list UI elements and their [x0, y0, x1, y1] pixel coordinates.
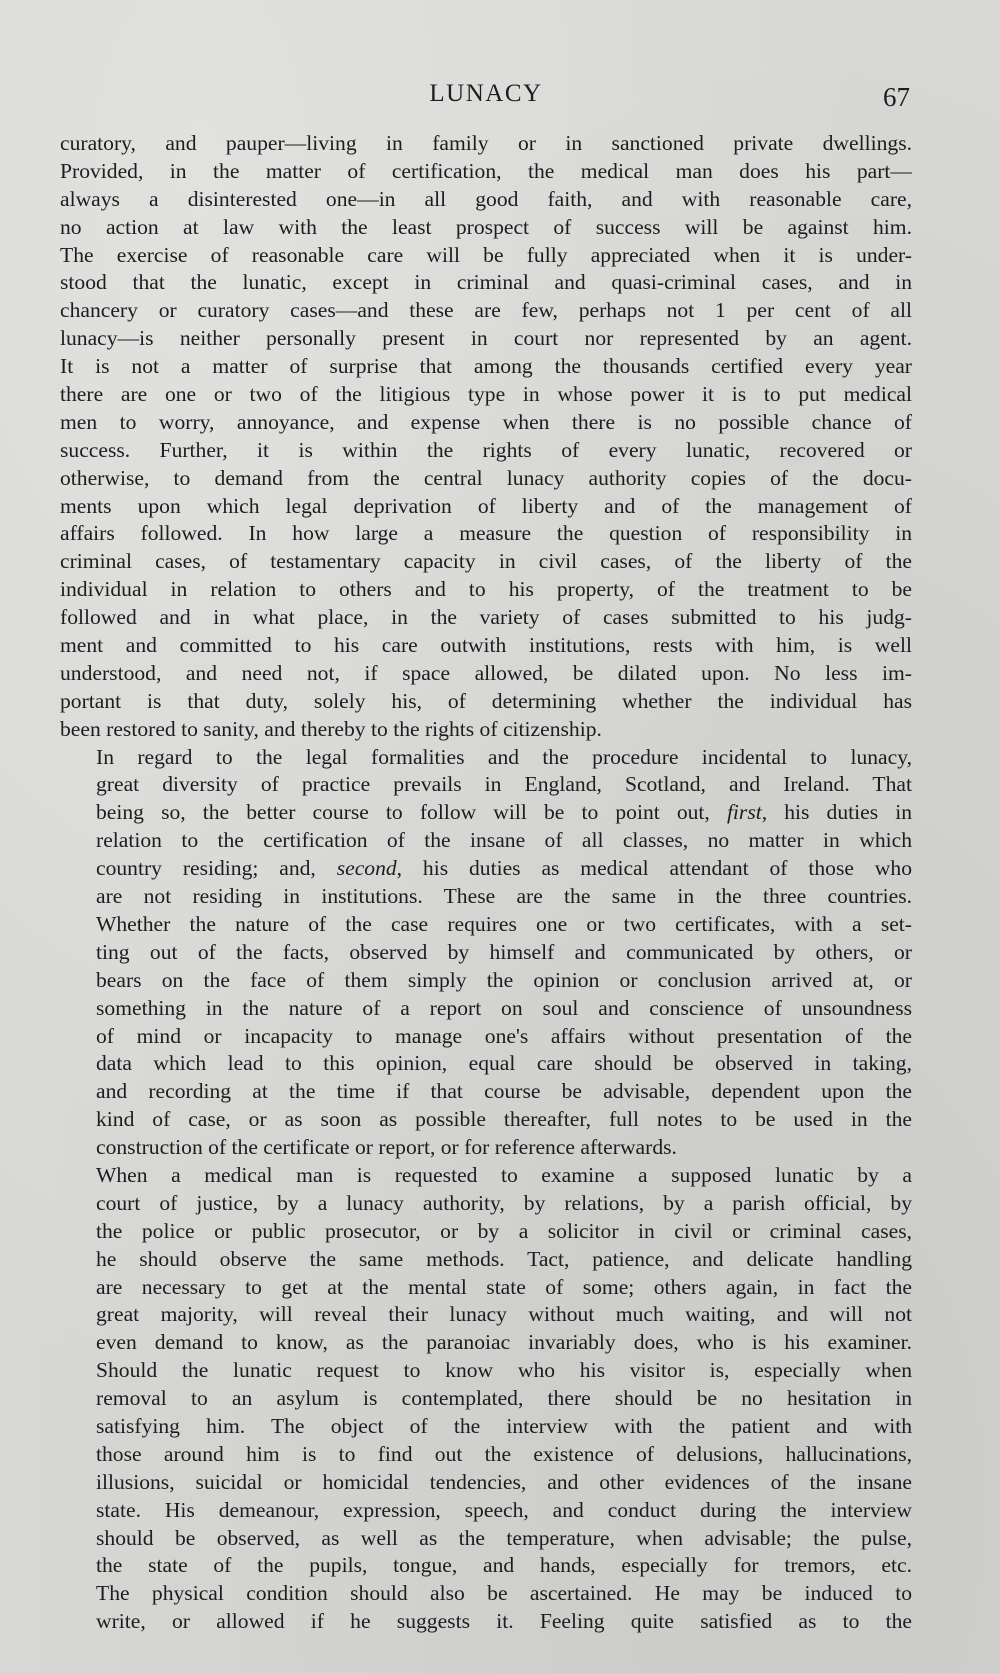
text-line: write, or allowed if he suggests it. Feeling quite satisfied as to the: [96, 1609, 912, 1634]
text-line: The physical condition should also be ascertained. He may be induced to: [96, 1581, 912, 1606]
text-line: The exercise of reasonable care will be fully appreciated when it is under-: [60, 242, 912, 267]
text-line: success. Further, it is within the rights of every lunatic, recovered or: [60, 437, 912, 462]
text-line: When a medical man is requested to examine a supposed lunatic by a: [96, 1162, 912, 1187]
running-title: LUNACY: [429, 80, 543, 107]
text-line: criminal cases, of testamentary capacity in civil cases, of the liberty of the: [60, 549, 912, 574]
text-line: something in the nature of a report on soul and conscience of unsoundness: [96, 995, 912, 1020]
text-line: Provided, in the matter of certification, the medical man does his part—: [60, 158, 912, 183]
text-line: illusions, suicidal or homicidal tendencies, and other evidences of the insane: [96, 1469, 912, 1494]
text-line: great majority, will reveal their lunacy without much waiting, and will not: [96, 1302, 912, 1327]
text-line: followed and in what place, in the variety of cases submitted to his judg-: [60, 605, 912, 630]
text-line: portant is that duty, solely his, of determining whether the individual has: [60, 688, 912, 713]
text-line: affairs followed. In how large a measure the question of responsibility in: [60, 521, 912, 546]
text-line: are necessary to get at the mental state of some; others again, in fact the: [96, 1274, 912, 1299]
text-line: It is not a matter of surprise that among the thousands certified every year: [60, 354, 912, 379]
text-line: satisfying him. The object of the interview with the patient and with: [96, 1413, 912, 1438]
text-line: of mind or incapacity to manage one's affairs without presentation of the: [96, 1023, 912, 1048]
text-line: understood, and need not, if space allowed, be dilated upon. No less im-: [60, 660, 912, 685]
text-line: stood that the lunatic, except in criminal and quasi-criminal cases, and in: [60, 270, 912, 295]
text-line: court of justice, by a lunacy authority, by relations, by a parish official, by: [96, 1190, 912, 1215]
body-text: [60, 130, 912, 1636]
text-line: chancery or curatory cases—and these are few, perhaps not 1 per cent of all: [60, 298, 912, 323]
text-line: should be observed, as well as the temperature, when advisable; the pulse,: [96, 1525, 912, 1550]
text-line: always a disinterested one—in all good faith, and with reasonable care,: [60, 186, 912, 211]
paragraph: [60, 130, 912, 744]
text-line: curatory, and pauper—living in family or in sanctioned private dwellings.: [60, 131, 912, 155]
text-line: country residing; and, second, his duties as medical attendant of those who: [96, 856, 912, 881]
running-head: [62, 80, 910, 120]
text-line: data which lead to this opinion, equal care should be observed in taking,: [96, 1051, 912, 1076]
text-line: are not residing in institutions. These are the same in the three countries.: [96, 884, 912, 909]
text-line: being so, the better course to follow will be to point out, first, his duties in: [96, 800, 913, 825]
text-line: In regard to the legal formalities and the procedure incidental to lunacy,: [96, 744, 912, 769]
text-line: Whether the nature of the case requires one or two certificates, with a set-: [96, 911, 912, 936]
text-line: kind of case, or as soon as possible thereafter, full notes to be used in the: [96, 1107, 912, 1132]
italic-word: first: [726, 800, 762, 825]
text-line: there are one or two of the litigious type in whose power it is to put medical: [60, 382, 912, 407]
text-line: the state of the pupils, tongue, and hands, especially for tremors, etc.: [96, 1553, 912, 1578]
text-line: he should observe the same methods. Tact, patience, and delicate handling: [96, 1246, 912, 1271]
text-line: and recording at the time if that course be advisable, dependent upon the: [96, 1079, 912, 1104]
italic-word: second: [336, 856, 397, 881]
text-line: great diversity of practice prevails in England, Scotland, and Ireland. That: [96, 772, 912, 797]
text-line: Should the lunatic request to know who his visitor is, especially when: [96, 1358, 912, 1383]
text-line: been restored to sanity, and thereby to the rights of citizenship.: [60, 716, 602, 741]
page-number: 67: [883, 82, 910, 112]
paragraph: [60, 1162, 912, 1636]
text-line: bears on the face of them simply the opinion or conclusion arrived at, or: [96, 967, 912, 992]
paragraph: [60, 744, 912, 1162]
text-line: lunacy—is neither personally present in court nor represented by an agent.: [60, 326, 912, 351]
text-line: ments upon which legal deprivation of liberty and of the management of: [60, 493, 912, 518]
text-line: ting out of the facts, observed by himself and communicated by others, or: [96, 939, 912, 964]
text-line: the police or public prosecutor, or by a solicitor in civil or criminal cases,: [96, 1218, 912, 1243]
text-line: construction of the certificate or report, or for reference afterwards.: [96, 1135, 677, 1160]
text-line: those around him is to find out the existence of delusions, hallucinations,: [96, 1441, 912, 1466]
text-line: relation to the certification of the insane of all classes, no matter in which: [96, 828, 912, 853]
text-line: ment and committed to his care outwith institutions, rests with him, is well: [60, 633, 912, 658]
text-line: otherwise, to demand from the central lunacy authority copies of the docu-: [60, 465, 912, 490]
text-line: removal to an asylum is contemplated, there should be no hesitation in: [96, 1386, 912, 1411]
text-line: individual in relation to others and to his property, of the treatment to be: [60, 577, 912, 602]
text-line: state. His demeanour, expression, speech, and conduct during the interview: [96, 1497, 912, 1522]
text-line: even demand to know, as the paranoiac invariably does, who is his examiner.: [96, 1330, 912, 1355]
text-line: men to worry, annoyance, and expense when there is no possible chance of: [60, 409, 912, 434]
text-line: no action at law with the least prospect of success will be against him.: [60, 214, 912, 239]
